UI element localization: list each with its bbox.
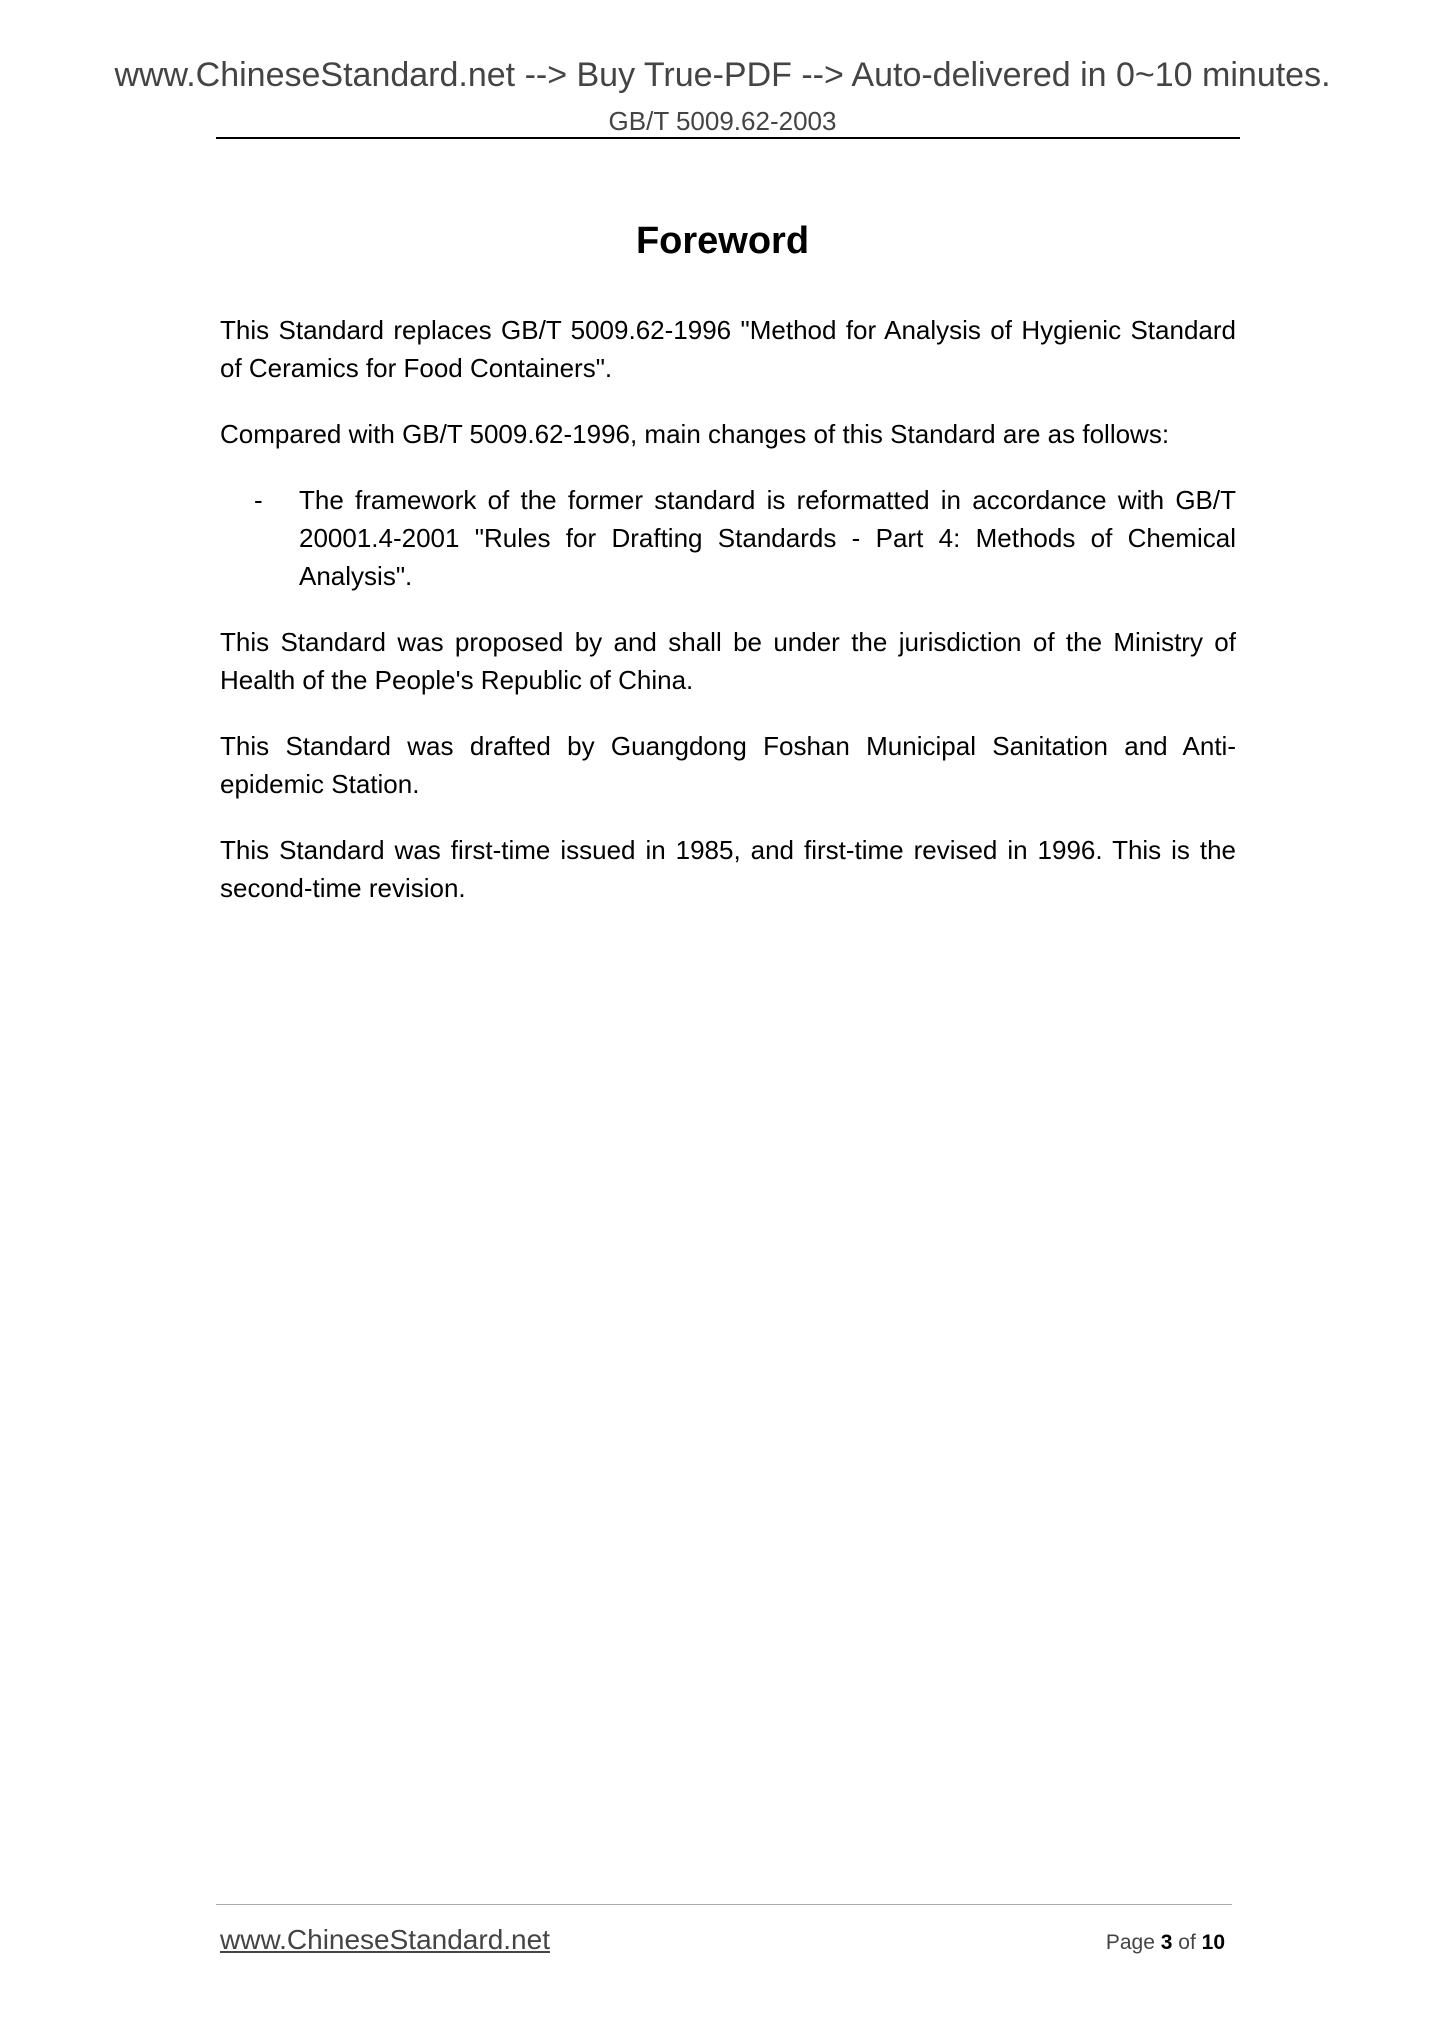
paragraph-drafted: This Standard was drafted by Guangdong Foshan Municipal Sanitation and Anti-epidemic Station.	[220, 731, 1236, 799]
header-divider	[216, 137, 1240, 139]
paragraph-issued: This Standard was first-time issued in 1985, and first-time revised in 1996. This is the second-time revision.	[220, 835, 1236, 903]
paragraph-proposed: This Standard was proposed by and shall be under the jurisdiction of the Ministry of Health of the People's Republic of China.	[220, 627, 1236, 695]
standard-code: GB/T 5009.62-2003	[608, 106, 837, 136]
foreword-body	[220, 311, 1236, 935]
bullet-dash: -	[254, 485, 263, 515]
footer-divider	[216, 1904, 1232, 1905]
page-title: Foreword	[635, 220, 810, 262]
page-total: 10	[1201, 1931, 1225, 1954]
bullet-text: The framework of the former standard is reformatted in accordance with GB/T 20001.4-2001 "Rules for Drafting Standards - Part 4: Methods of Chemical Analysis".	[299, 485, 1236, 591]
footer-link[interactable]: www.ChineseStandard.net	[220, 1924, 550, 1955]
page-number	[1106, 1932, 1225, 1953]
list-item	[220, 481, 1236, 595]
paragraph-changes-intro: Compared with GB/T 5009.62-1996, main changes of this Standard are as follows:	[220, 419, 1170, 449]
header-banner-link[interactable]: www.ChineseStandard.net --> Buy True-PDF --> Auto-delivered in 0~10 minutes.	[114, 56, 1331, 94]
page-of: of	[1178, 1931, 1196, 1954]
paragraph-replaces: This Standard replaces GB/T 5009.62-1996 "Method for Analysis of Hygienic Standard of Ceramics for Food Containers".	[220, 315, 1236, 383]
page-current: 3	[1160, 1931, 1173, 1954]
page-label: Page	[1105, 1931, 1155, 1954]
